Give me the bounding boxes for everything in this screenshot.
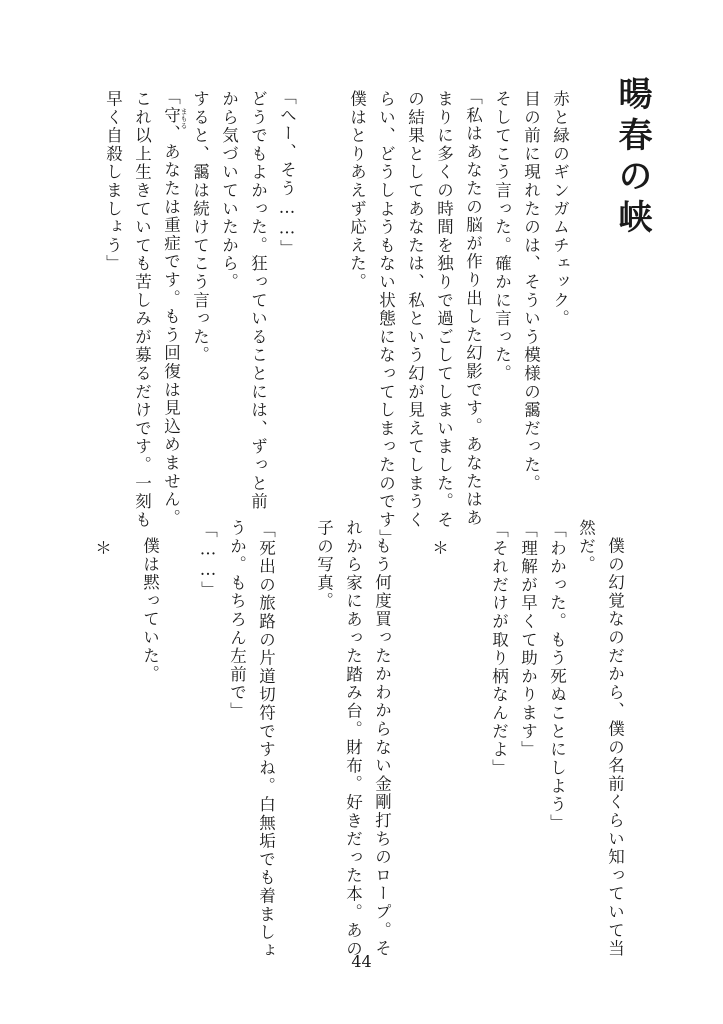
text-column: れから家にあった踏み台。財布。好きだった本。あの [343,519,363,959]
section-break-asterisk: ＊ [92,539,112,558]
section-break-asterisk: ＊ [429,539,449,558]
chapter-title: 暘春の峡 [612,76,652,240]
text-column: もう何度買ったかわからない金剛打ちのロープ。そ [372,537,392,958]
text-column: 「守、あなたは重症です。もう回復は見込めません。 [161,88,181,528]
furigana: まもる [180,108,188,129]
text-column: 子の写真。 [314,519,334,611]
text-column: の結果としてあなたは、私という幻が見えてしまうく [405,90,425,530]
page-number: 44 [351,952,372,971]
text-column: から気づいていたから。 [219,90,239,292]
text-column: うか。もちろん左前で」 [227,519,247,721]
text-column: 早く自殺しましょう」 [103,90,123,273]
text-column: どうでもよかった。狂っていることには、ずっと前 [248,90,268,511]
text-column: これ以上生きていても苦しみが募るだけです。一刻も [132,90,152,530]
text-column: 「それだけが取り柄なんだよ」 [489,521,509,778]
text-column: 「死出の旅路の片道切符ですね。白無垢でも着ましょ [256,521,276,961]
text-column: まりに多くの時間を独りで過ごしてしまいました。そ [434,90,454,530]
text-column: らい、どうしようもない状態になってしまったのです」 [376,90,396,548]
text-column: 「わかった。もう死ぬことにしよう」 [547,521,567,833]
text-column: そしてこう言った。確かに言った。 [492,90,512,383]
text-column: 「私はあなたの脳が作り出した幻影です。あなたはあ [463,88,483,528]
text-column: 僕の幻覚なのだから、僕の名前くらい知っていて当 [605,537,625,958]
text-column: 赤と緑のギンガムチェック。 [550,90,570,328]
text-column: すると、靄は続けてこう言った。 [190,90,210,365]
text-column: 「理解が早くて助かります」 [518,521,538,759]
text-column: 「へー、そう……」 [277,88,297,258]
text-column: 僕はとりあえず応えた。 [347,90,367,292]
text-column: 然だ。 [576,519,596,574]
text-column: 「……」 [198,521,218,600]
text-column: 僕は黙っていた。 [140,537,160,684]
text-column: 目の前に現れたのは、そういう模様の靄だった。 [521,90,541,493]
